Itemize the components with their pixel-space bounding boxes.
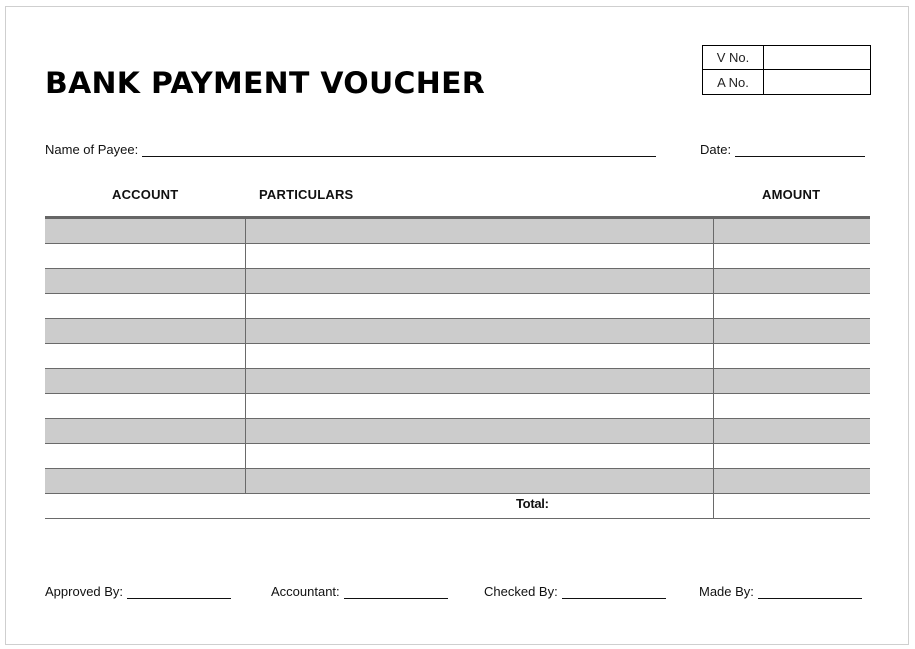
amount-cell[interactable] (714, 219, 870, 243)
made-by-row (699, 584, 862, 599)
table-row (45, 294, 870, 319)
checked-by-field[interactable] (562, 587, 666, 599)
v-no-label: V No. (703, 46, 764, 70)
account-cell[interactable] (45, 469, 246, 493)
payee-row (45, 142, 656, 157)
particulars-cell[interactable] (246, 419, 714, 443)
amount-cell[interactable] (714, 369, 870, 393)
account-cell[interactable] (45, 444, 246, 468)
date-field[interactable] (735, 145, 865, 157)
amount-cell[interactable] (714, 419, 870, 443)
table-row (45, 444, 870, 469)
v-no-field[interactable] (764, 46, 870, 70)
table-row (45, 394, 870, 419)
account-cell[interactable] (45, 419, 246, 443)
amount-cell[interactable] (714, 444, 870, 468)
column-header-particulars: PARTICULARS (259, 187, 354, 202)
total-row (45, 494, 870, 519)
table-row (45, 419, 870, 444)
particulars-cell[interactable] (246, 344, 714, 368)
total-label: Total: (516, 496, 549, 511)
particulars-cell[interactable] (246, 244, 714, 268)
approved-by-label: Approved By: (45, 584, 124, 599)
accountant-label: Accountant: (271, 584, 340, 599)
account-cell[interactable] (45, 219, 246, 243)
particulars-cell[interactable] (246, 444, 714, 468)
table-row (45, 469, 870, 494)
a-no-field[interactable] (764, 70, 870, 94)
table-row (45, 219, 870, 244)
particulars-cell[interactable] (246, 269, 714, 293)
account-cell[interactable] (45, 394, 246, 418)
amount-cell[interactable] (714, 344, 870, 368)
account-cell[interactable] (45, 344, 246, 368)
approved-by-field[interactable] (127, 587, 231, 599)
page-title: BANK PAYMENT VOUCHER (45, 66, 486, 100)
payee-field[interactable] (142, 145, 656, 157)
date-label: Date: (700, 142, 732, 157)
table-row (45, 319, 870, 344)
accountant-field[interactable] (344, 587, 448, 599)
amount-cell[interactable] (714, 469, 870, 493)
amount-cell[interactable] (714, 269, 870, 293)
particulars-cell[interactable] (246, 369, 714, 393)
checked-by-row (484, 584, 666, 599)
account-cell[interactable] (45, 369, 246, 393)
made-by-label: Made By: (699, 584, 754, 599)
payee-label: Name of Payee: (45, 142, 139, 157)
checked-by-label: Checked By: (484, 584, 558, 599)
approved-by-row (45, 584, 231, 599)
account-cell[interactable] (45, 319, 246, 343)
a-no-label: A No. (703, 70, 764, 94)
total-label-cell (45, 494, 714, 518)
voucher-table (45, 216, 870, 519)
account-cell[interactable] (45, 269, 246, 293)
made-by-field[interactable] (758, 587, 862, 599)
total-amount-field[interactable] (714, 494, 870, 518)
amount-cell[interactable] (714, 394, 870, 418)
particulars-cell[interactable] (246, 319, 714, 343)
table-row (45, 244, 870, 269)
amount-cell[interactable] (714, 244, 870, 268)
column-header-account: ACCOUNT (112, 187, 179, 202)
particulars-cell[interactable] (246, 294, 714, 318)
particulars-cell[interactable] (246, 394, 714, 418)
accountant-row (271, 584, 448, 599)
table-row (45, 369, 870, 394)
table-row (45, 344, 870, 369)
particulars-cell[interactable] (246, 469, 714, 493)
account-cell[interactable] (45, 294, 246, 318)
date-row (700, 142, 865, 157)
reference-box (702, 45, 871, 95)
amount-cell[interactable] (714, 294, 870, 318)
column-header-amount: AMOUNT (762, 187, 821, 202)
table-row (45, 269, 870, 294)
amount-cell[interactable] (714, 319, 870, 343)
particulars-cell[interactable] (246, 219, 714, 243)
account-cell[interactable] (45, 244, 246, 268)
